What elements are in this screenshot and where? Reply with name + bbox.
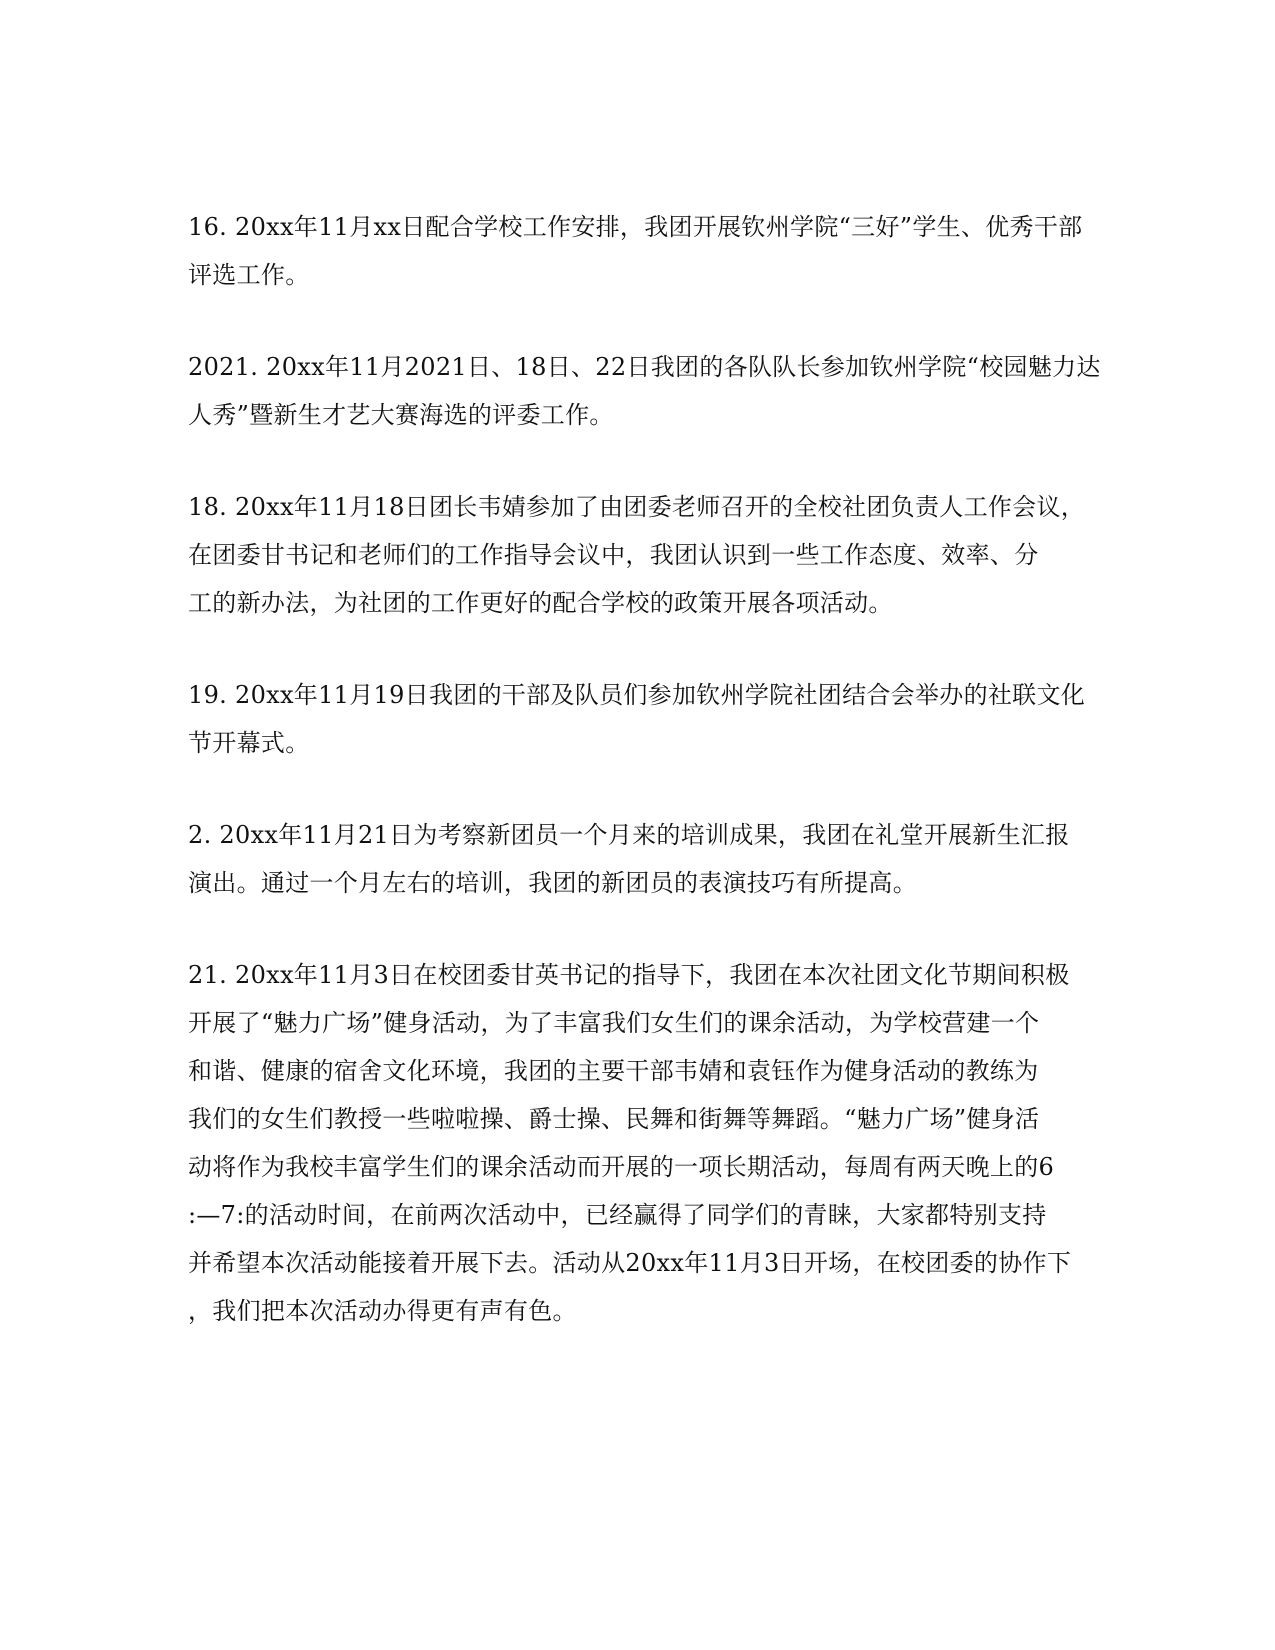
paragraph-2021 bbox=[188, 343, 1101, 439]
text-line: :—7:的活动时间，在前两次活动中，已经赢得了同学们的青睐，大家都特别支持 bbox=[188, 1201, 1047, 1229]
text-line: 19. 20xx年11月19日我团的干部及队员们参加钦州学院社团结合会举办的社联文化 bbox=[188, 681, 1086, 709]
text-line: 工的新办法，为社团的工作更好的配合学校的政策开展各项活动。 bbox=[188, 589, 893, 617]
text-line: 在团委甘书记和老师们的工作指导会议中，我团认识到一些工作态度、效率、分 bbox=[188, 541, 1039, 569]
text-line: 节开幕式。 bbox=[188, 729, 310, 757]
text-line: 动将作为我校丰富学生们的课余活动而开展的一项长期活动，每周有两天晚上的6 bbox=[188, 1153, 1055, 1181]
paragraph-18 bbox=[188, 483, 1086, 627]
text-line: 和谐、健康的宿舍文化环境，我团的主要干部韦婧和袁钰作为健身活动的教练为 bbox=[188, 1057, 1039, 1085]
text-line: 2021. 20xx年11月2021日、18日、22日我团的各队队长参加钦州学院“校园魅力达 bbox=[188, 353, 1101, 381]
text-line: ，我们把本次活动办得更有声有色。 bbox=[188, 1297, 577, 1325]
paragraph-21 bbox=[188, 951, 1078, 1335]
document-body bbox=[188, 203, 1101, 1379]
paragraph-2 bbox=[188, 811, 1078, 907]
paragraph-16 bbox=[188, 203, 1083, 299]
text-line: 评选工作。 bbox=[188, 261, 310, 289]
text-line: 16. 20xx年11月xx日配合学校工作安排，我团开展钦州学院“三好”学生、优秀干部 bbox=[188, 213, 1083, 241]
text-line: 演出。通过一个月左右的培训，我团的新团员的表演技巧有所提高。 bbox=[188, 869, 917, 897]
paragraph-19 bbox=[188, 671, 1086, 767]
text-line: 开展了“魅力广场”健身活动，为了丰富我们女生们的课余活动，为学校营建一个 bbox=[188, 1009, 1040, 1037]
text-line: 18. 20xx年11月18日团长韦婧参加了由团委老师召开的全校社团负责人工作会议， bbox=[188, 493, 1086, 521]
text-line: 21. 20xx年11月3日在校团委甘英书记的指导下，我团在本次社团文化节期间积极 bbox=[188, 961, 1070, 989]
text-line: 人秀”暨新生才艺大赛海选的评委工作。 bbox=[188, 401, 614, 429]
text-line: 并希望本次活动能接着开展下去。活动从20xx年11月3日开场，在校团委的协作下 bbox=[188, 1249, 1072, 1277]
text-line: 2. 20xx年11月21日为考察新团员一个月来的培训成果，我团在礼堂开展新生汇报 bbox=[188, 821, 1070, 849]
text-line: 我们的女生们教授一些啦啦操、爵士操、民舞和街舞等舞蹈。“魅力广场”健身活 bbox=[188, 1105, 1040, 1133]
